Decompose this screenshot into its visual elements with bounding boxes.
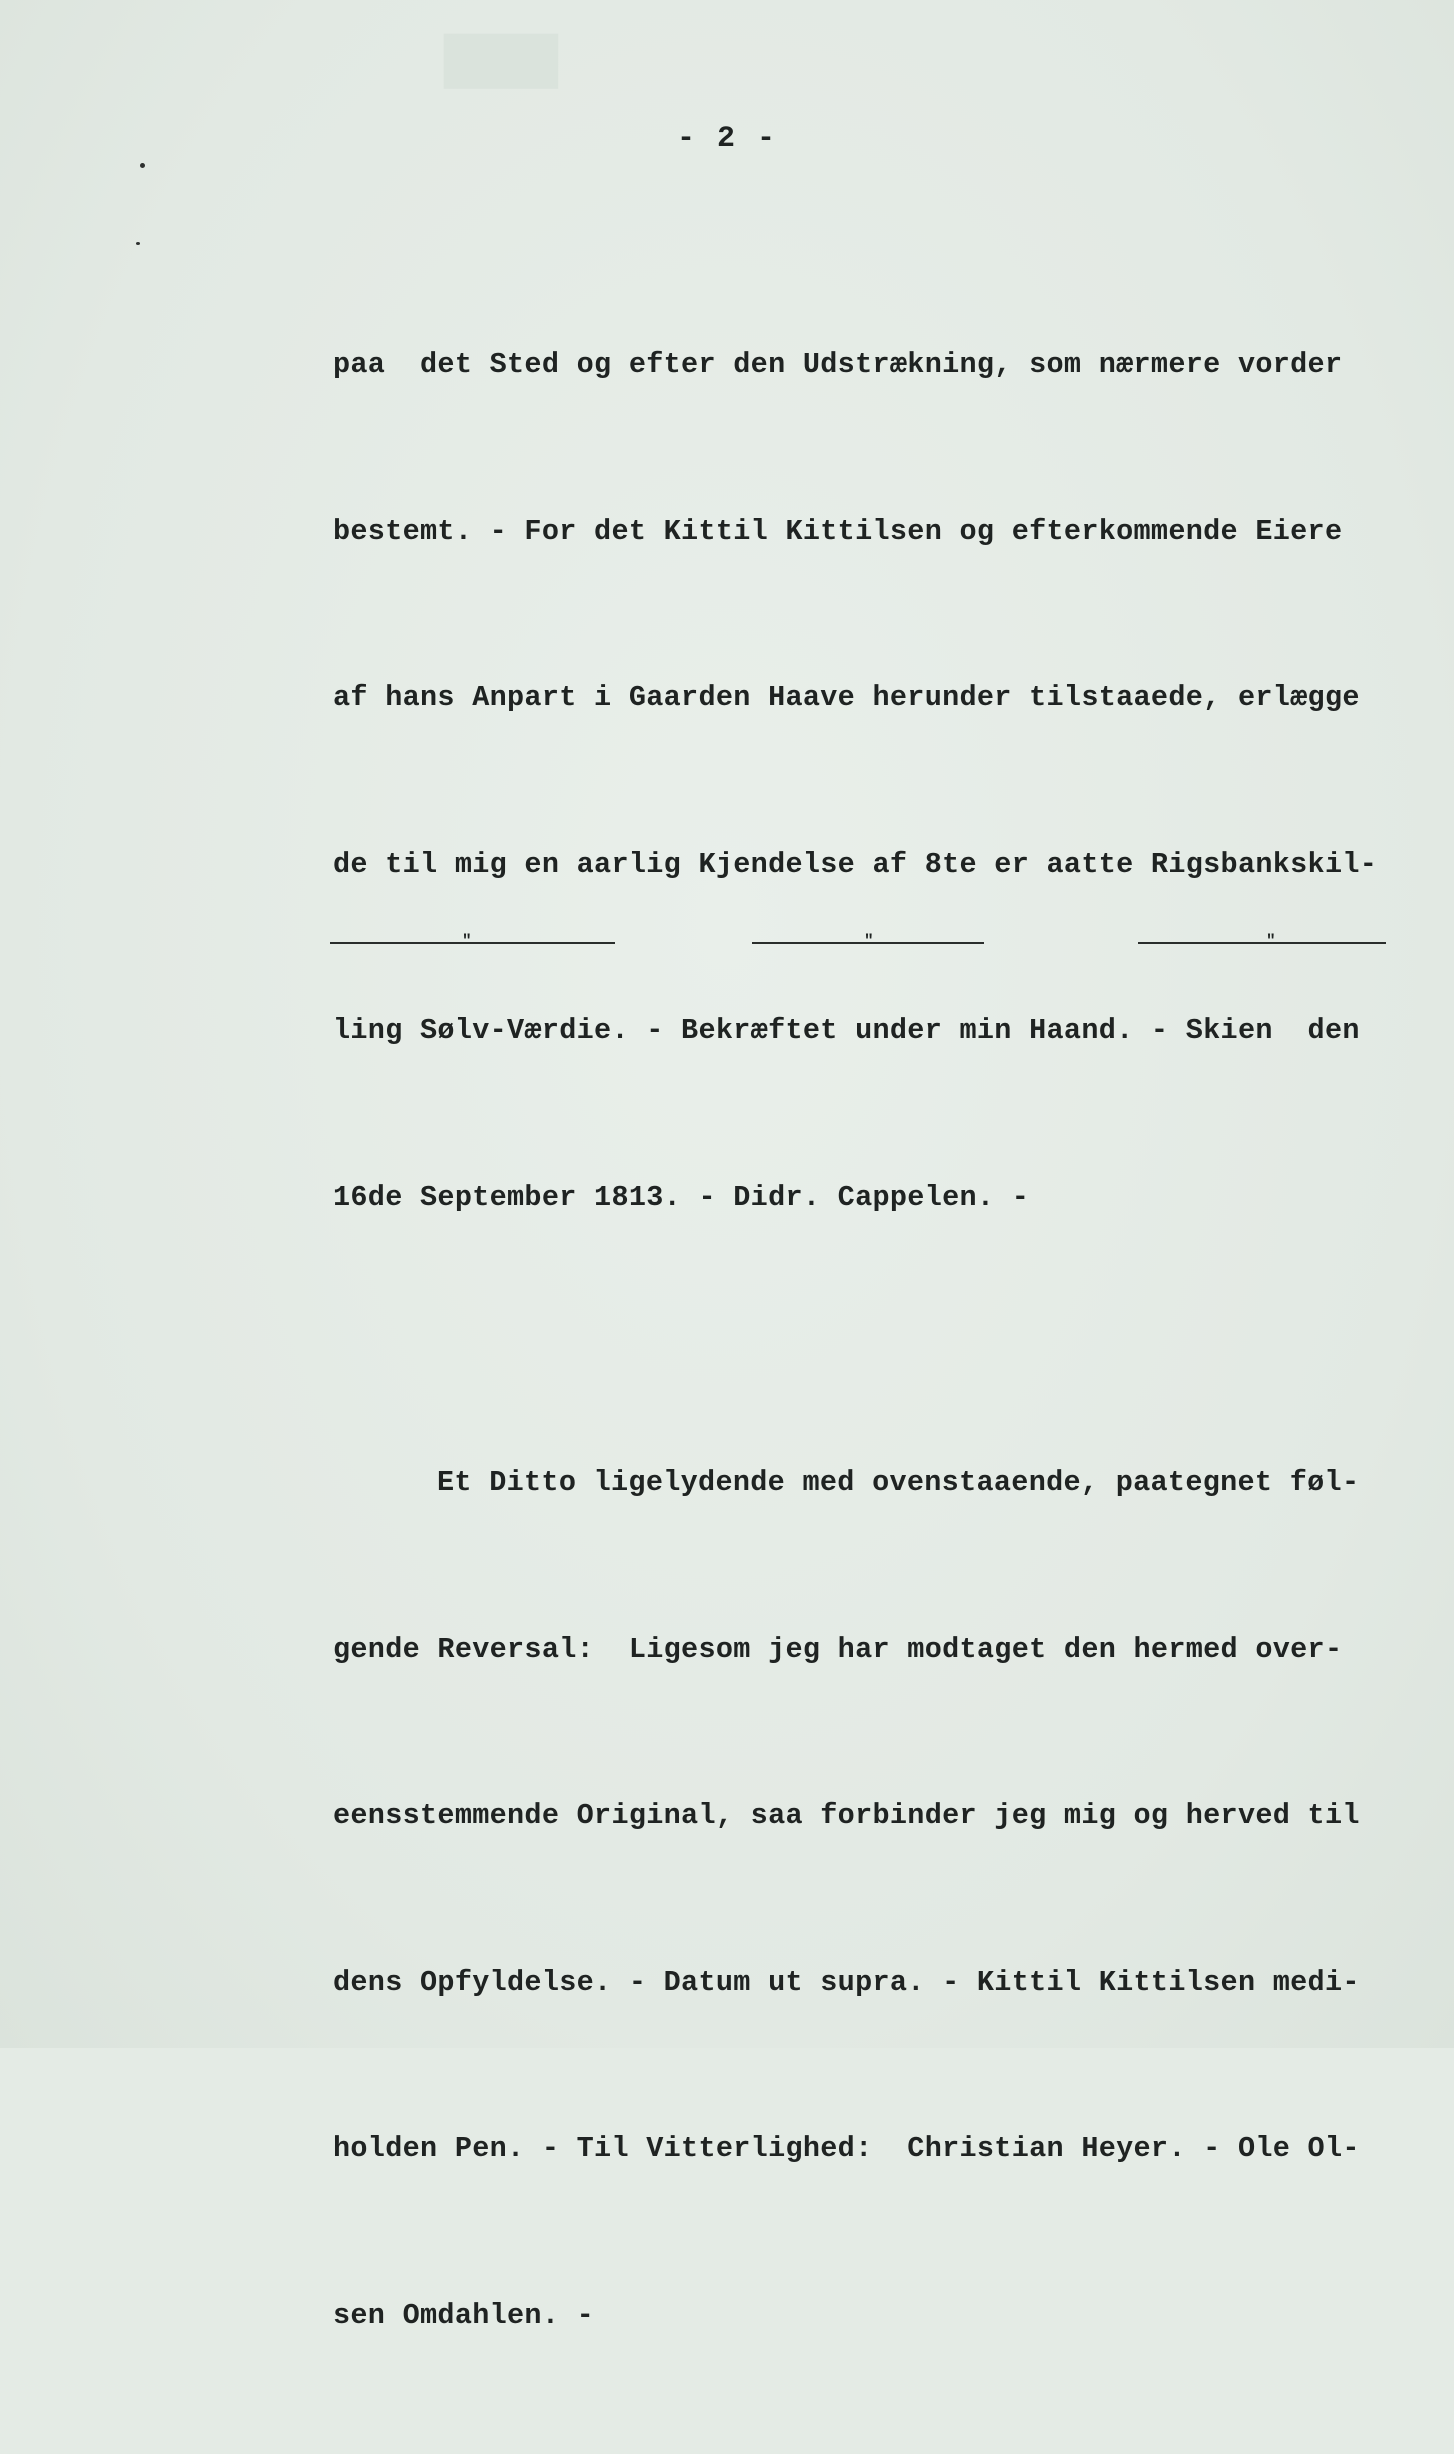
separator-rule <box>330 942 615 944</box>
separator-mark: " <box>864 932 874 950</box>
text-line: eensstemmende Original, saa forbinder jeg mig og herved til <box>333 1799 1360 1832</box>
text-line: de til mig en aarlig Kjendelse af 8te er aatte Rigsbankskil- <box>333 847 1378 881</box>
text-line: af hans Anpart i Gaarden Haave herunder tilstaaede, erlægge <box>333 681 1360 714</box>
text-line: 16de September 1813. - Didr. Cappelen. - <box>333 1180 1030 1214</box>
archive-watermark: ▮ <box>426 20 600 103</box>
separator-mark: " <box>1266 932 1276 950</box>
text-line: ling Sølv-Værdie. - Bekræftet under min Haand. - Skien den <box>333 1014 1360 1047</box>
separator-rule <box>1138 942 1386 944</box>
text-line: holden Pen. - Til Vitterlighed: Christian Heyer. - Ole Ol- <box>333 2132 1360 2165</box>
text-line: dens Opfyldelse. - Datum ut supra. - Kittil Kittilsen medi- <box>333 1965 1360 1999</box>
text-line: Et Ditto ligelydende med ovenstaaende, paategnet føl- <box>437 1466 1360 1499</box>
margin-mark <box>140 163 145 168</box>
page-number: - 2 - <box>676 122 777 156</box>
text-line: paa det Sted og efter den Udstrækning, som nærmere vorder <box>333 348 1343 381</box>
text-line: gende Reversal: Ligesom jeg har modtaget den hermed over- <box>333 1632 1343 1666</box>
text-line: sen Omdahlen. - <box>333 2298 595 2332</box>
document-body <box>333 226 1378 2454</box>
margin-mark <box>136 242 140 245</box>
separator-mark: " <box>462 932 472 950</box>
text-line: bestemt. - For det Kittil Kittilsen og efterkommende Eiere <box>333 514 1343 548</box>
